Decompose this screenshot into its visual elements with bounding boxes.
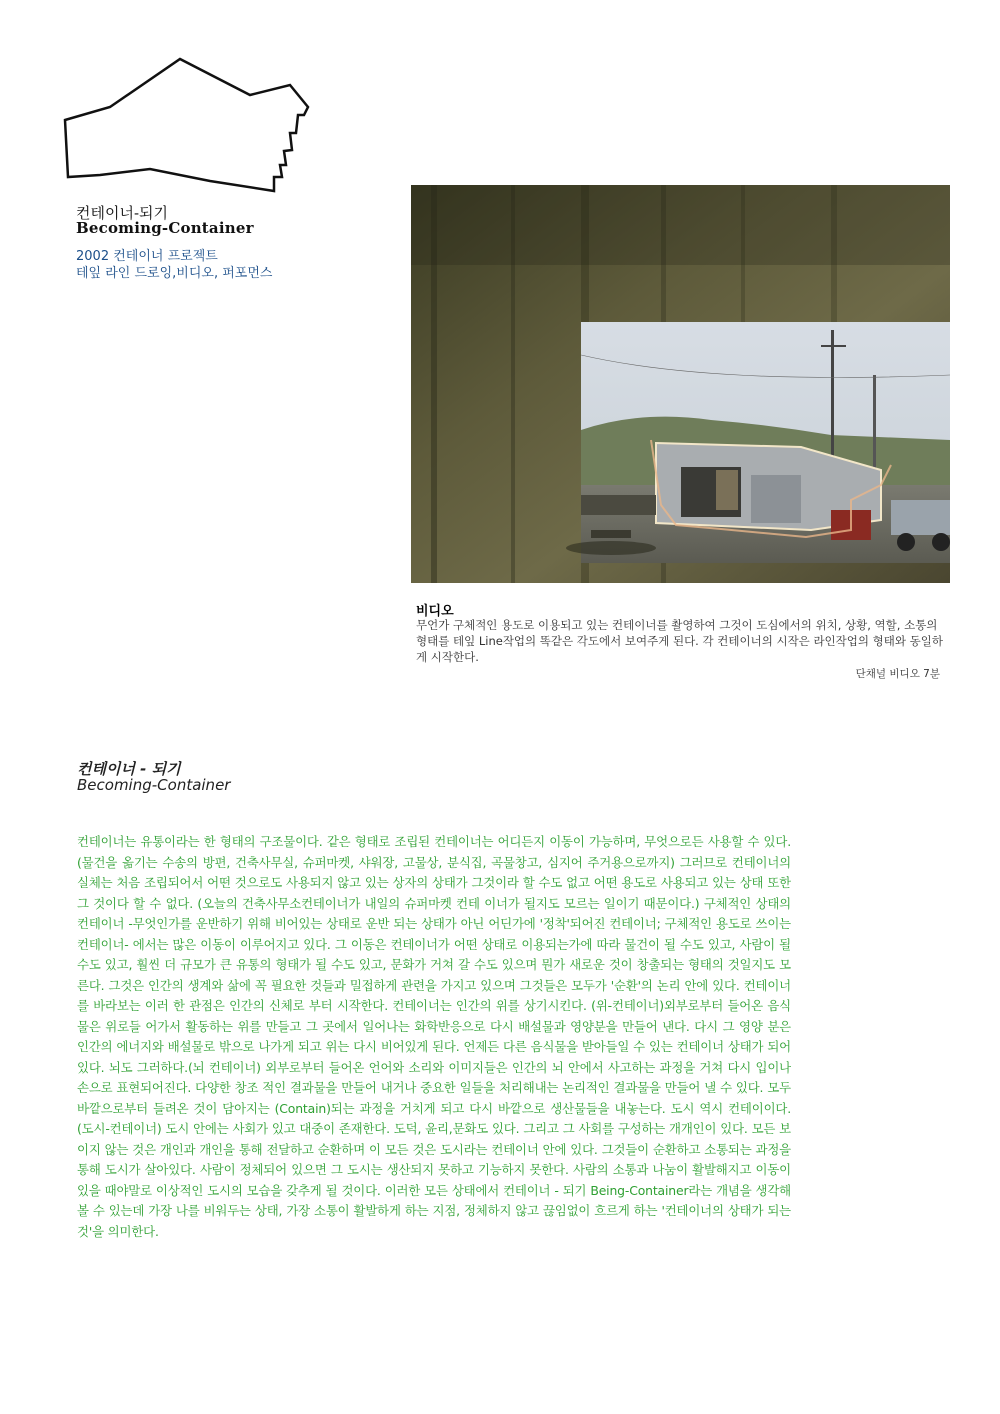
page-title-korean: 컨테이너-되기: [76, 204, 169, 222]
body-paragraph: 컨테이너는 유통이라는 한 형태의 구조물이다. 같은 형태로 조립된 컨테이너는 어디든지 이동이 가능하며, 무엇으로든 사용할 수 있다. (물건을 옮기는 수송의 방편, 건축사무실, 슈퍼마켓, 샤워장, 고물상, 분식집, 곡물창고, 심지어 주거용으로까지) 그러므로 컨테이너의 실체는 처음 조립되어서 어떤 것으로도 사용되지 않고 있는 상자의 상태가 그것이라 할 수도 없고 어떤 용도로 사용되고 있는 상태 또한 그 것이다 할 수 없다. (오늘의 건축사무소컨테이너가 내일의 슈퍼마켓 컨테 이너가 될지도 모르는 일이기 때문이다.) 구체적인 상태의 컨테이너 -무엇인가를 운반하기 위해 비어있는 상태로 운반 되는 상태가 아닌 어딘가에 '정착'되어진 컨테이너; 구체적인 용도로 쓰이는 컨테이너- 에서는 많은 이동이 이루어지고 있다. 그 이동은 컨테이너가 어떤 상태로 이용되는가에 따라 물건이 될 수도 있고, 사람이 될 수도 있고, 훨씬 더 규모가 큰 유통의 형태가 될 수도 있고, 문화가 거쳐 갈 수도 있으며 뭔가 새로운 것이 창출되는 형태의 것일지도 모른다. 그것은 인간의 생계와 삶에 꼭 필요한 것들과 밀접하게 관련을 가지고 있으며 그것들은 모두가 '순환'의 논리 안에 있다. 컨테이너를 바라보는 이러 한 관점은 인간의 신체로 부터 시작한다. 컨테이너는 인간의 위를 상기시킨다. (위-컨테이너)외부로부터 들어온 음식물은 위로들 어가서 활동하는 위를 만들고 그 곳에서 일어나는 화학반응으로 다시 배설물과 영양분을 만들어 낸다. 다시 그 영양 분은 인간의 에너지와 배설물로 밖으로 나가게 되고 위는 다시 비어있게 된다. 언제든 다른 음식물을 받아들일 수 있는 컨테이너 상태가 되어 있다. 뇌도 그러하다.(뇌 컨테이너) 외부로부터 들어온 언어와 소리와 이미지들은 인간의 뇌 안에서 사고하는 과정을 거쳐 다시 입이나 손으로 표현되어진다. 다양한 창조 적인 결과물을 만들어 내거나 중요한 일들을 처리해내는 논리적인 결과물을 만들어 낼 수 있다. 모두 바깥으로부터 들려온 것이 담아지는 (Contain)되는 과정을 거치게 되고 다시 바깥으로 생산물들을 내놓는다. 도시 역시 컨테이이다. (도시-컨테이너) 도시 안에는 사회가 있고 대중이 존재한다. 도덕, 윤리,문화도 있다. 그리고 그 사회를 구성하는 개개인이 있다. 모든 보이지 않는 것은 개인과 개인을 통해 전달하고 순환하며 이 모든 것은 도시라는 컨테이너 안에 있다. 그것들이 순환하고 소통되는 과정을 통해 도시가 살아있다. 사람이 정체되어 있으면 그 도시는 생산되지 못하고 기능하지 못한다. 사람의 소통과 나눔이 활발해지고 이동이 있을 때야말로 이상적인 도시의 모습을 갖추게 될 것이다. 이러한 모든 상태에서 컨테이너 - 되기 Being-Container라는 개념을 생각해 볼 수 있는데 가장 나를 비워두는 상태, 가장 소통이 활발하게 하는 지점, 정체하지 않고 끊임없이 흐르게 하는 '컨테이너의 상태가 되는 것'을 의미한다.: [77, 834, 791, 1239]
project-meta: [76, 248, 272, 282]
caption-body: 무언가 구체적인 용도로 이용되고 있는 컨테이너를 촬영하여 그것이 도심에서의 위치, 상황, 역할, 소통의 형태를 테잎 Line작업의 똑같은 각도에서 보여주게 된다. 각 컨테이너의 시작은 라인작업의 형태와 동일하게 시작한다.: [416, 618, 943, 664]
section-title-english: Becoming-Container: [77, 776, 231, 794]
project-media-line: 테잎 라인 드로잉,비디오, 퍼포먼스: [76, 266, 273, 281]
section-title-korean: 컨테이너 - 되기: [77, 760, 181, 778]
video-still-image: [411, 185, 950, 583]
page-title-english: Becoming-Container: [76, 219, 254, 237]
container-outline-drawing: [60, 55, 320, 195]
caption-title: 비디오: [416, 604, 454, 619]
caption-credit: 단채널 비디오 7분: [855, 668, 940, 680]
project-year-line: 2002 컨테이너 프로젝트: [76, 249, 218, 264]
